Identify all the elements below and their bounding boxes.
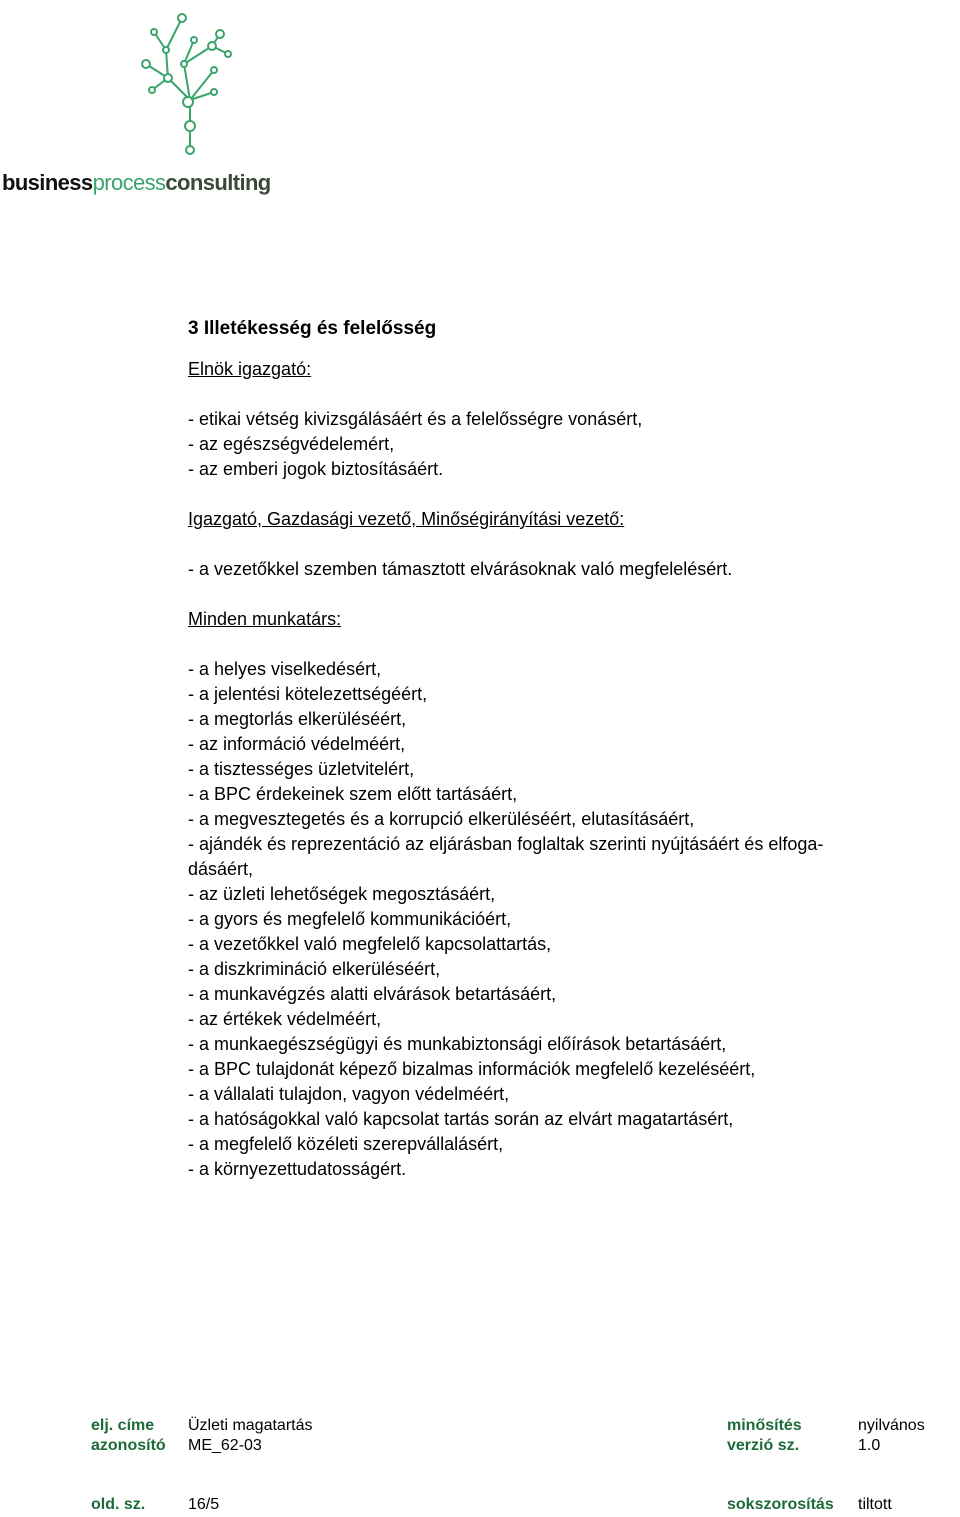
list-item: dásáért,: [188, 859, 254, 879]
list-item: - etikai vétség kivizsgálásáért és a felelősségre vonásért,: [188, 409, 643, 429]
list-item: - a gyors és megfelelő kommunikációért,: [188, 909, 512, 929]
chairman-list: [188, 407, 958, 482]
footer-version-value: 1.0: [858, 1437, 881, 1454]
list-item: - az egészségvédelemért,: [188, 434, 395, 454]
list-item: - az információ védelméért,: [188, 734, 406, 754]
group-heading-all-staff: Minden munkatárs:: [188, 609, 342, 629]
directors-list: [188, 557, 958, 582]
footer-page-value: 16/5: [188, 1496, 220, 1513]
list-item: - a környezettudatosságért.: [188, 1159, 407, 1179]
footer-id-value: ME_62-03: [188, 1437, 262, 1454]
section-title: 3 Illetékesség és felelősség: [188, 318, 437, 339]
footer-title-value: Üzleti magatartás: [188, 1417, 313, 1434]
group-heading-directors: Igazgató, Gazdasági vezető, Minőségirányítási vezető:: [188, 509, 625, 529]
footer-rating-value: nyilvános: [858, 1417, 925, 1434]
list-item: - ajándék és reprezentáció az eljárásban foglaltak szerinti nyújtásáért és elfoga-: [188, 834, 824, 854]
list-item: - az üzleti lehetőségek megosztásáért,: [188, 884, 496, 904]
list-item: - a megvesztegetés és a korrupció elkerüléséért, elutasításáért,: [188, 809, 695, 829]
list-item: - a tisztességes üzletvitelért,: [188, 759, 415, 779]
staff-list: [188, 657, 958, 1182]
footer-version-label: verzió sz.: [727, 1437, 800, 1454]
list-item: - a megfelelő közéleti szerepvállalásért,: [188, 1134, 504, 1154]
logo-wordmark: [2, 170, 271, 196]
footer-title-label: elj. címe: [91, 1417, 155, 1434]
logo-word-business: business: [2, 170, 93, 195]
list-item: - az értékek védelméért,: [188, 1009, 382, 1029]
list-item: - a BPC tulajdonát képező bizalmas információk megfelelő kezeléséért,: [188, 1059, 756, 1079]
list-item: - az emberi jogok biztosításáért.: [188, 459, 444, 479]
list-item: - a munkavégzés alatti elvárások betartásáért,: [188, 984, 557, 1004]
list-item: - a megtorlás elkerüléséért,: [188, 709, 407, 729]
list-item: - a munkaegészségügyi és munkabiztonsági előírások betartásáért,: [188, 1034, 727, 1054]
tree-logo-icon: [120, 8, 260, 158]
footer-id-label: azonosító: [91, 1437, 166, 1454]
logo-word-process: process: [92, 170, 166, 195]
footer-copy-label: sokszorosítás: [727, 1496, 834, 1513]
list-item: - a vezetőkkel való megfelelő kapcsolattartás,: [188, 934, 552, 954]
list-item: - a helyes viselkedésért,: [188, 659, 382, 679]
footer-page-label: old. sz.: [91, 1496, 146, 1513]
company-logo: [0, 0, 300, 210]
list-item: - a diszkrimináció elkerüléséért,: [188, 959, 441, 979]
footer-rating-label: minősítés: [727, 1417, 802, 1434]
list-item: - a hatóságokkal való kapcsolat tartás során az elvárt magatartásért,: [188, 1109, 734, 1129]
list-item: - a jelentési kötelezettségéért,: [188, 684, 428, 704]
group-heading-chairman: Elnök igazgató:: [188, 359, 312, 379]
document-body: [188, 316, 958, 1182]
list-item: - a vezetőkkel szemben támasztott elvárásoknak való megfelelésért.: [188, 559, 733, 579]
list-item: - a BPC érdekeinek szem előtt tartásáért,: [188, 784, 518, 804]
list-item: - a vállalati tulajdon, vagyon védelméért,: [188, 1084, 510, 1104]
logo-word-consulting: consulting: [165, 170, 271, 195]
footer-copy-value: tiltott: [858, 1496, 892, 1513]
